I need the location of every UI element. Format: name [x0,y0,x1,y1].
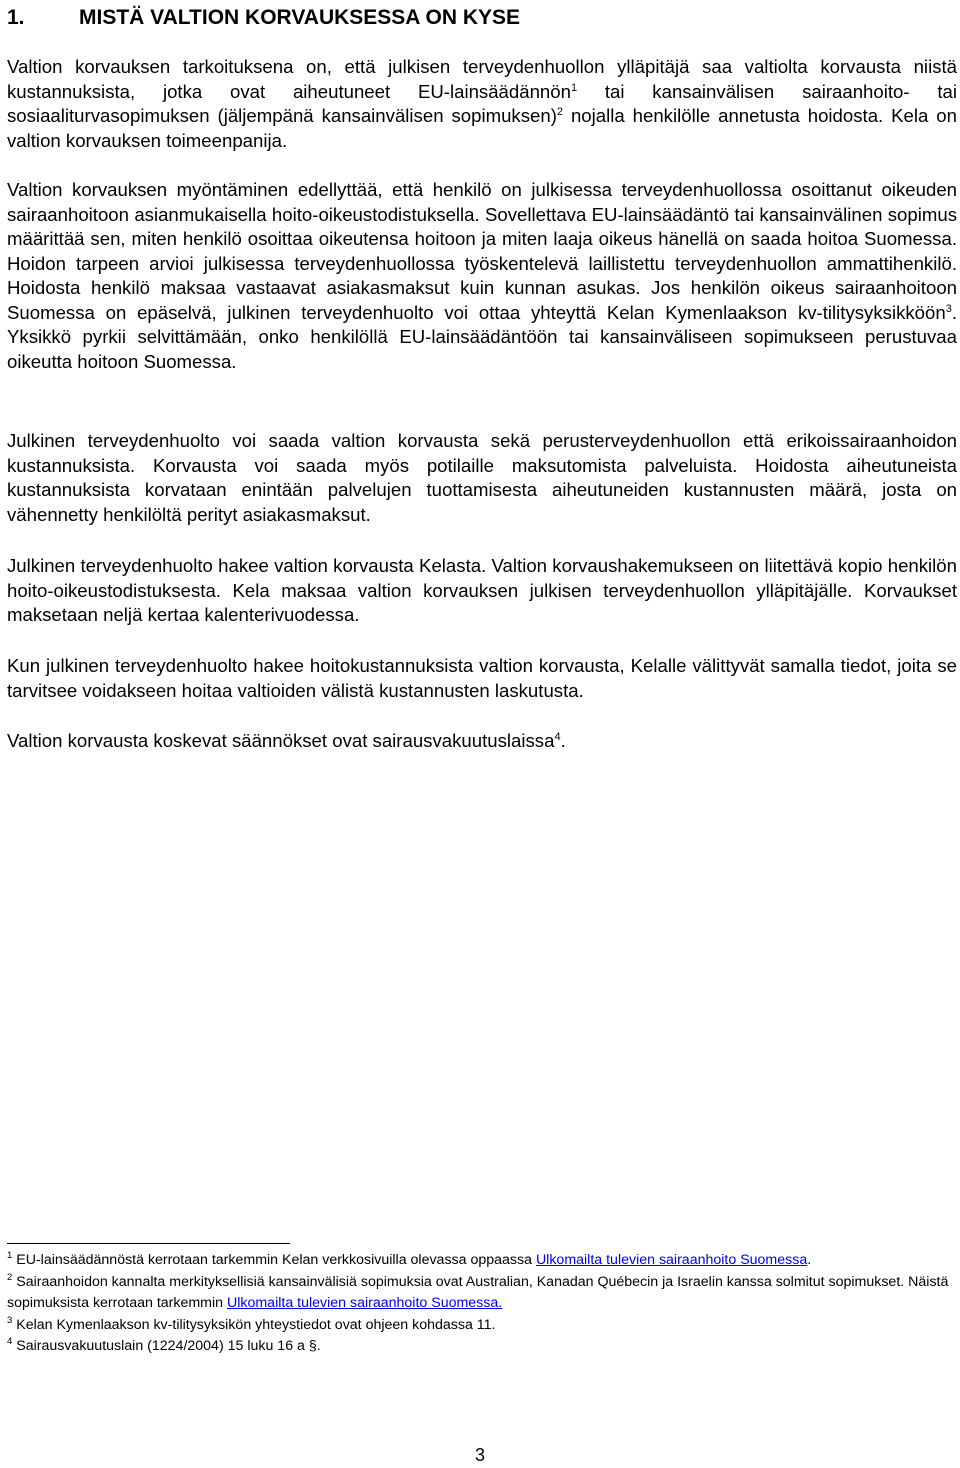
footnote-text: . [807,1252,812,1268]
footnote-number: 2 [7,1271,13,1283]
footnote-text: Sairaanhoidon kannalta merkityksellisiä kansainvälisiä sopimuksia ovat Australian, Kanadan Québecin ja Israelin kanssa solmitut sopimukset. Näistä sopimuksista kerrotaan tarkemmin [7,1273,949,1311]
text-run: . Yksikkö pyrkii selvittämään, onko henkilöllä EU-lainsäädäntöön tai kansainväliseen sopimukseen perustuvaa oikeutta hoitoon Suomessa. [7,301,957,372]
text-run: Valtion korvausta koskevat säännökset ovat sairausvakuutuslaissa [7,730,555,751]
text-run: . [560,730,566,751]
footnotes [7,1250,957,1358]
footnote-link-ulkomailta[interactable]: Ulkomailta tulevien sairaanhoito Suomessa. [226,1295,503,1311]
section-title: MISTÄ VALTION KORVAUKSESSA ON KYSE [79,6,521,29]
paragraph-application: Julkinen terveydenhuolto hakee valtion korvausta Kelasta. Valtion korvaushakemukseen on liitettävä kopio henkilön hoito-oikeustodistuksesta. Kela maksaa valtion korvauksen julkisen terveydenhuollon ylläpitäjälle. Korvaukset maksetaan neljä kertaa kalenterivuodessa. [7,555,957,625]
section-heading [7,5,520,31]
footnote-ref-3: 3 [945,302,952,315]
footnote-3 [7,1315,957,1337]
footnote-divider [7,1243,290,1244]
footnote-4 [7,1336,957,1358]
section-number: 1. [7,6,25,29]
text-run: Valtion korvauksen tarkoituksena on, että julkisen terveydenhuollon ylläpitäjä saa valtiolta korvausta niistä kustannuksista, jotka ovat aiheutuneet EU-lainsäädännön [7,56,957,102]
footnote-ref-1: 1 [570,81,578,94]
footnote-ref-2: 2 [556,106,564,118]
text-run: Valtion korvauksen myöntäminen edellyttää, että henkilö on julkisessa terveydenhuollossa osoittanut oikeuden sairaanhoitoon asianmukaisella hoito-oikeustodistuksella. Sovellettava EU-lainsäädäntö tai kansainvälinen sopimus määrittää sen, miten henkilö osoittaa oikeutensa hoitoon ja miten laaja oikeus hänellä on saada hoitoa Suomessa. Hoidon tarpeen arvioi julkisessa terveydenhuollossa työskentelevä laillistettu terveydenhuollon ammattihenkilö. Hoidosta henkilö maksaa vastaavat asiakasmaksut kuin kunnan asukas. Jos henkilön oikeus sairaanhoitoon Suomessa on epäselvä, julkinen terveydenhuolto voi ottaa yhteyttä Kelan Kymenlaakson kv-tilitysyksikköön [7,179,957,323]
footnote-1 [7,1250,957,1272]
footnote-number: 4 [7,1336,13,1347]
paragraph-billing: Kun julkinen terveydenhuolto hakee hoitokustannuksista valtion korvausta, Kelalle välittyvät samalla tiedot, joita se tarvitsee voidakseen hoitaa valtioiden välistä kustannusten laskutusta. [7,655,957,701]
paragraph-purpose [7,55,957,153]
footnote-ref-4: 4 [554,731,561,743]
paragraph-requirements [7,178,957,374]
text-run: nojalla henkilölle annetusta hoidosta. Kela on valtion korvauksen toimeenpanija. [7,105,957,151]
text-run: tai kansainvälisen sairaanhoito- tai sosiaaliturvasopimuksen (jäljempänä kansainvälisen sopimuksen) [7,80,957,126]
paragraph-costs: Julkinen terveydenhuolto voi saada valtion korvausta sekä perusterveydenhuollon että erikoissairaanhoidon kustannuksista. Korvausta voi saada myös potilaille maksutomista palveluista. Hoidosta aiheutuneista kustannuksista korvataan enintään palvelujen tuottamisesta aiheutuneiden kustannusten määrä, josta on vähennetty henkilöltä perityt asiakasmaksut. [7,430,957,525]
footnote-number: 1 [7,1250,13,1261]
footnote-text: Sairausvakuutuslain (1224/2004) 15 luku 16 a §. [12,1338,321,1354]
page-number: 3 [474,1445,485,1465]
footnote-2 [7,1272,957,1315]
paragraph-legislation [7,729,957,754]
footnote-link-ulkomailta[interactable]: Ulkomailta tulevien sairaanhoito Suomessa [535,1252,808,1268]
footnote-text: EU-lainsäädännöstä kerrotaan tarkemmin Kelan verkkosivuilla olevassa oppaassa [12,1252,536,1268]
footnote-text: Kelan Kymenlaakson kv-tilitysyksikön yhteystiedot ovat ohjeen kohdassa 11. [12,1316,496,1333]
footnote-number: 3 [7,1314,13,1326]
